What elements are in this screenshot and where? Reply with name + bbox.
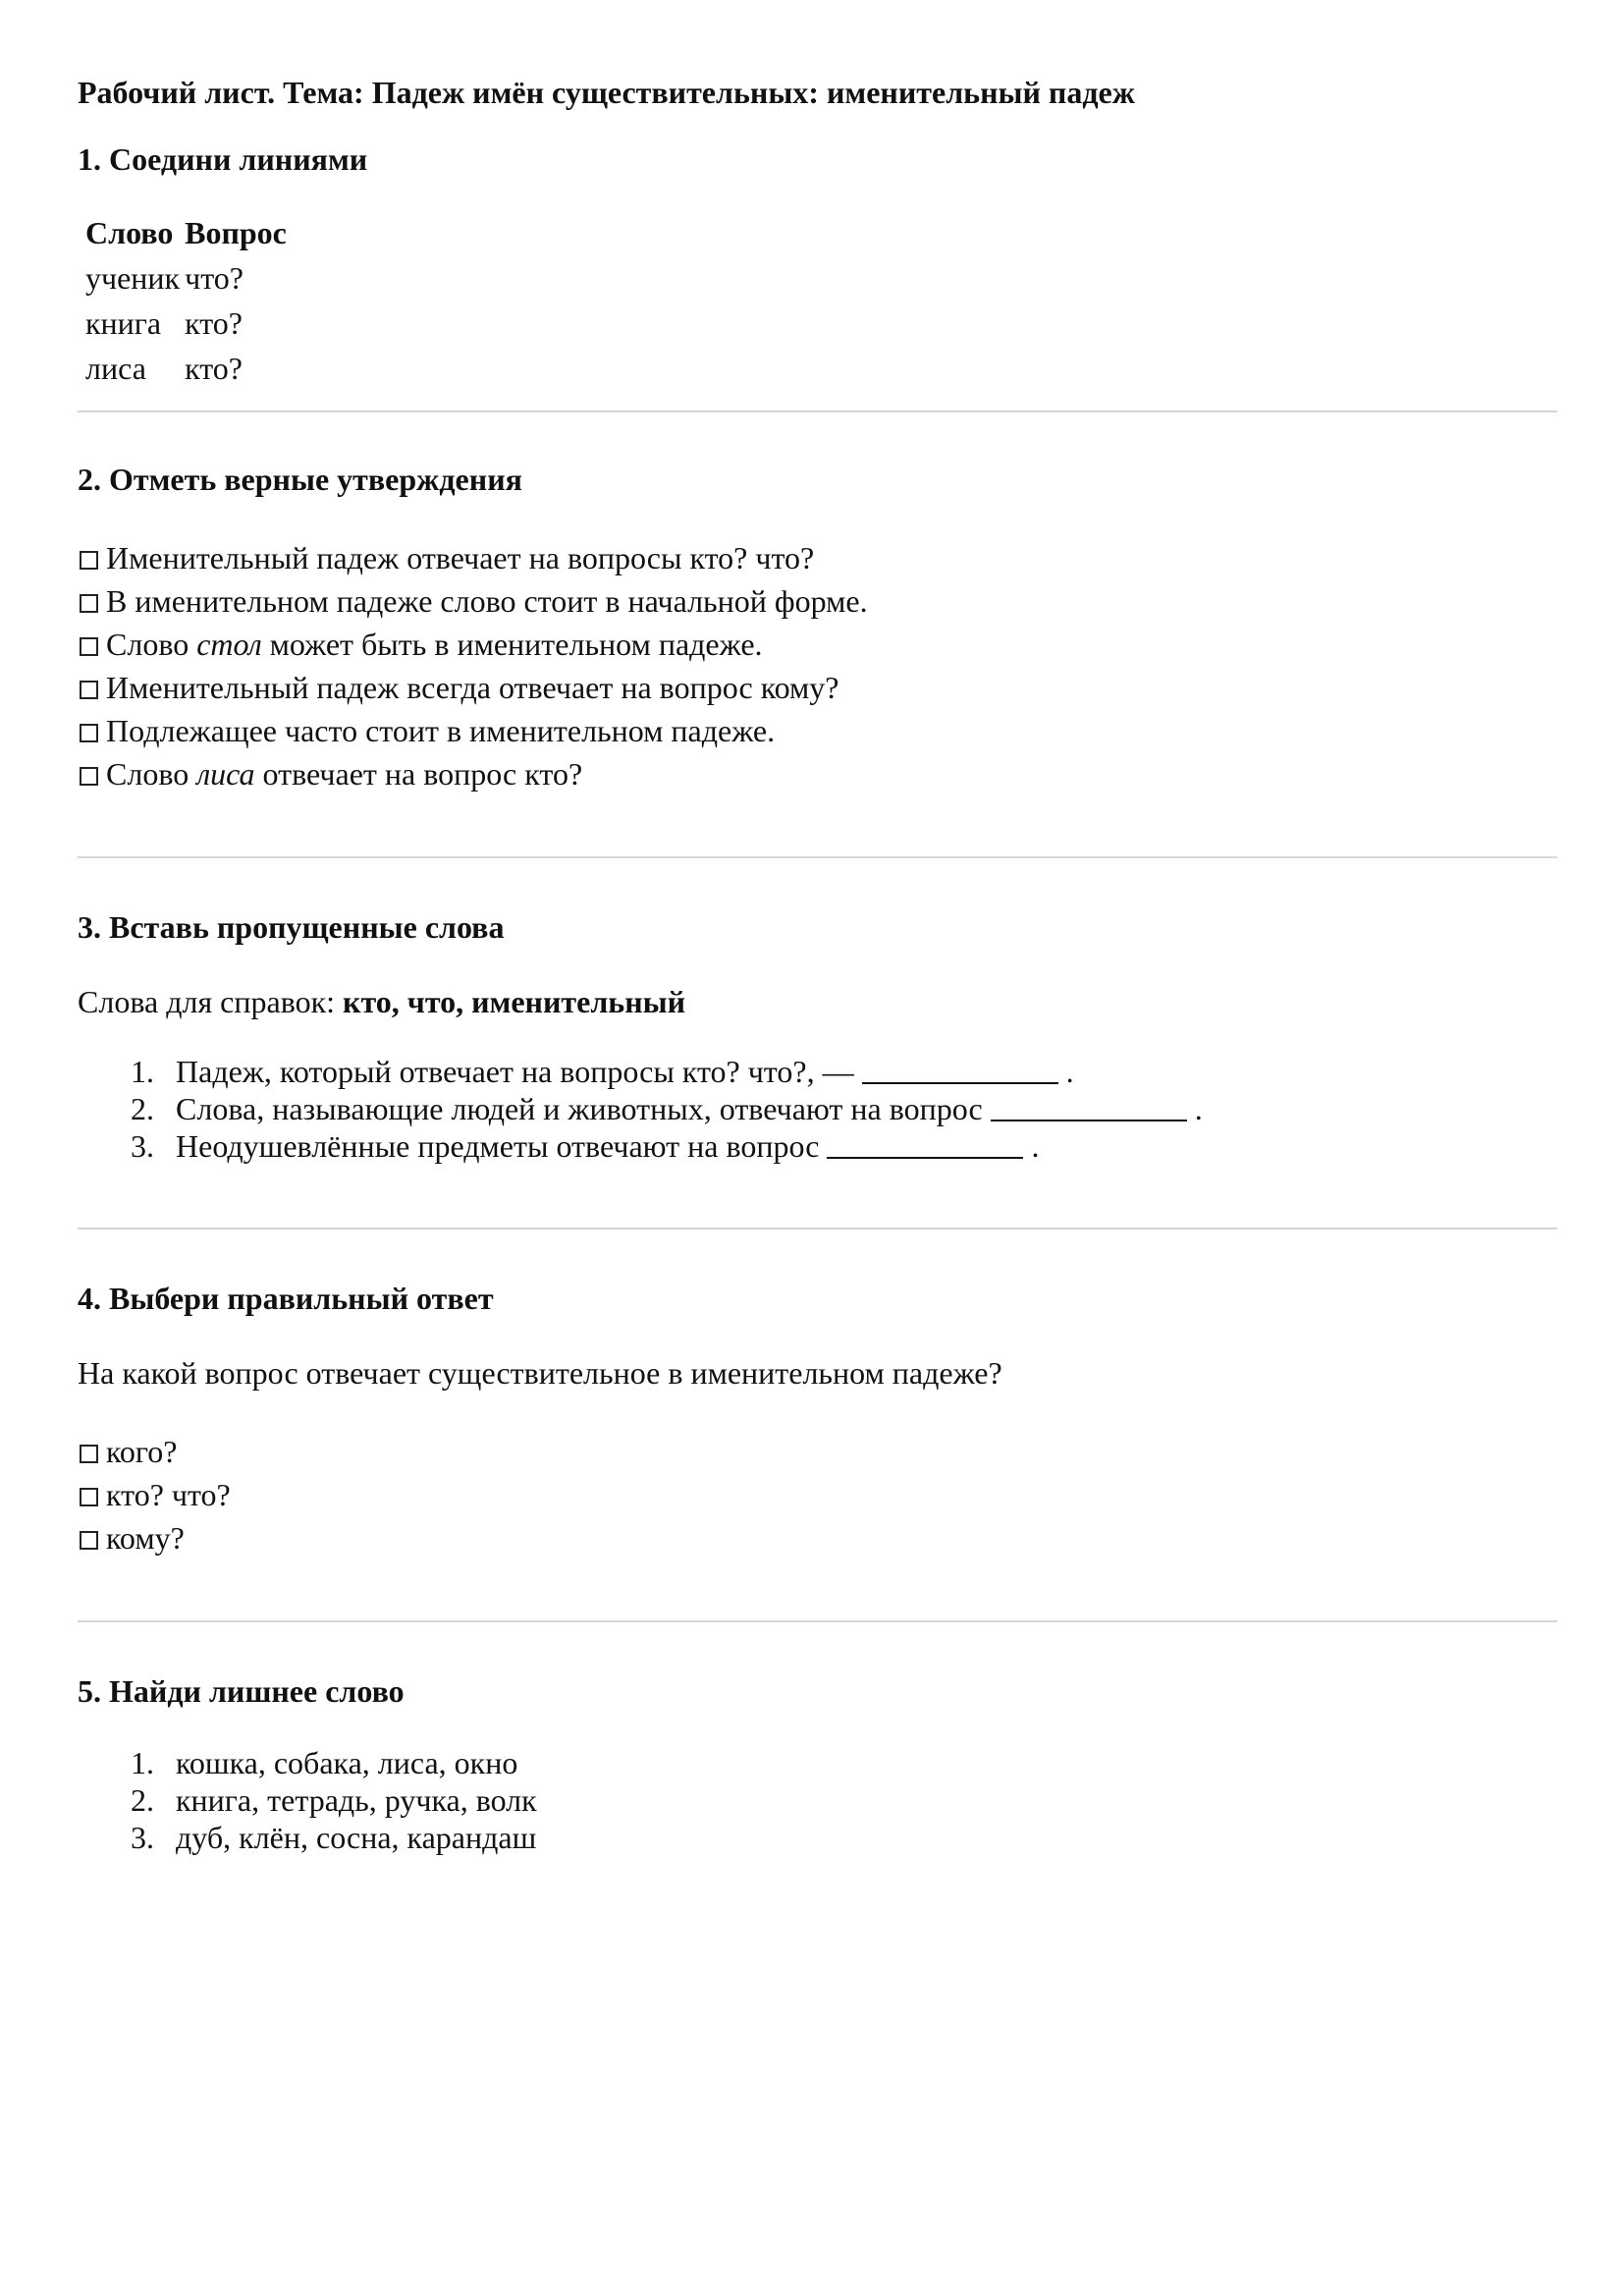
item-number: 1. xyxy=(131,1054,154,1089)
checkbox-icon[interactable] xyxy=(80,594,98,613)
section-1 xyxy=(78,137,1557,391)
statement-text: В именительном падеже слово стоит в начальной форме. xyxy=(106,583,868,619)
item-end: . xyxy=(1186,1091,1203,1126)
question-cell: кто? xyxy=(185,305,243,341)
list-item xyxy=(78,1127,1557,1165)
column-header-question: Вопрос xyxy=(185,215,287,250)
word-cell: книга xyxy=(85,305,162,341)
option-item[interactable] xyxy=(78,1516,1557,1559)
item-text: Падеж, который отвечает на вопросы кто? что?, — xyxy=(176,1054,862,1089)
item-number: 3. xyxy=(131,1820,154,1855)
worksheet-page xyxy=(78,71,1557,1856)
statement-item[interactable] xyxy=(78,709,1557,752)
option-item[interactable] xyxy=(78,1473,1557,1516)
statement-item[interactable] xyxy=(78,752,1557,795)
statement-text: Именительный падеж отвечает на вопросы кто? что? xyxy=(106,540,815,575)
list-item xyxy=(78,1053,1557,1090)
hint-line xyxy=(78,980,1557,1023)
list-item xyxy=(78,1090,1557,1127)
checkbox-icon[interactable] xyxy=(80,767,98,786)
statement-text-end: может быть в именительном падеже. xyxy=(261,627,763,662)
table-row xyxy=(85,255,292,301)
item-text: Неодушевлённые предметы отвечают на вопрос xyxy=(176,1128,828,1164)
item-number: 3. xyxy=(131,1128,154,1164)
statement-text: Подлежащее часто стоит в именительном падеже. xyxy=(106,713,776,748)
hint-words: кто, что, именительный xyxy=(343,984,686,1019)
section-3-heading: 3. Вставь пропущенные слова xyxy=(78,909,505,945)
list-item xyxy=(78,1744,1557,1781)
fill-in-list xyxy=(78,1053,1557,1165)
item-number: 2. xyxy=(131,1782,154,1818)
statement-item[interactable] xyxy=(78,666,1557,709)
question-cell: кто? xyxy=(185,351,243,386)
item-number: 2. xyxy=(131,1091,154,1126)
checkbox-icon[interactable] xyxy=(80,724,98,742)
list-item xyxy=(78,1781,1557,1819)
list-item xyxy=(78,1819,1557,1856)
table-header-row xyxy=(85,210,292,255)
answer-blank[interactable] xyxy=(862,1055,1058,1084)
section-4-heading: 4. Выбери правильный ответ xyxy=(78,1281,494,1316)
statement-emphasis: лиса xyxy=(196,756,255,792)
section-2 xyxy=(78,458,1557,795)
statement-text: Слово xyxy=(106,756,197,792)
answer-blank[interactable] xyxy=(991,1092,1187,1121)
item-number: 1. xyxy=(131,1745,154,1780)
item-text: книга, тетрадь, ручка, волк xyxy=(176,1782,537,1818)
section-divider xyxy=(78,410,1557,412)
statement-item[interactable] xyxy=(78,623,1557,666)
section-2-heading: 2. Отметь верные утверждения xyxy=(78,462,522,497)
question-cell: что? xyxy=(185,260,243,296)
section-1-heading: 1. Соедини линиями xyxy=(78,141,368,177)
option-item[interactable] xyxy=(78,1430,1557,1473)
statement-text: Слово xyxy=(106,627,197,662)
section-divider xyxy=(78,856,1557,858)
checkbox-icon[interactable] xyxy=(80,551,98,570)
answer-blank[interactable] xyxy=(827,1129,1023,1159)
item-text: кошка, собака, лиса, окно xyxy=(176,1745,518,1780)
checkbox-icon[interactable] xyxy=(80,1531,98,1550)
word-cell: ученик xyxy=(85,260,181,296)
hint-label: Слова для справок: xyxy=(78,984,344,1019)
table-row xyxy=(85,346,292,391)
checkbox-icon[interactable] xyxy=(80,637,98,656)
item-end: . xyxy=(1023,1128,1040,1164)
odd-word-list xyxy=(78,1744,1557,1856)
option-label: кого? xyxy=(106,1434,178,1469)
item-text: Слова, называющие людей и животных, отвечают на вопрос xyxy=(176,1091,991,1126)
section-5-heading: 5. Найди лишнее слово xyxy=(78,1673,405,1709)
section-5 xyxy=(78,1669,1557,1856)
checkbox-icon[interactable] xyxy=(80,681,98,699)
item-end: . xyxy=(1057,1054,1074,1089)
matching-table xyxy=(85,210,292,391)
statement-text-end: отвечает на вопрос кто? xyxy=(254,756,583,792)
item-text: дуб, клён, сосна, карандаш xyxy=(176,1820,537,1855)
statement-item[interactable] xyxy=(78,579,1557,623)
page-title: Рабочий лист. Тема: Падеж имён существительных: именительный падеж xyxy=(78,75,1135,110)
column-header-word: Слово xyxy=(85,215,174,250)
section-divider xyxy=(78,1228,1557,1230)
statement-item[interactable] xyxy=(78,536,1557,579)
options-list xyxy=(78,1430,1557,1559)
statement-text: Именительный падеж всегда отвечает на вопрос кому? xyxy=(106,670,839,705)
option-label: кто? что? xyxy=(106,1477,231,1512)
section-divider xyxy=(78,1620,1557,1622)
statements-list xyxy=(78,536,1557,795)
section-3 xyxy=(78,905,1557,1165)
checkbox-icon[interactable] xyxy=(80,1488,98,1506)
option-label: кому? xyxy=(106,1520,185,1556)
checkbox-icon[interactable] xyxy=(80,1445,98,1463)
statement-emphasis: стол xyxy=(196,627,262,662)
table-row xyxy=(85,301,292,346)
question-text: На какой вопрос отвечает существительное в именительном падеже? xyxy=(78,1355,1002,1391)
section-4 xyxy=(78,1277,1557,1559)
word-cell: лиса xyxy=(85,351,146,386)
